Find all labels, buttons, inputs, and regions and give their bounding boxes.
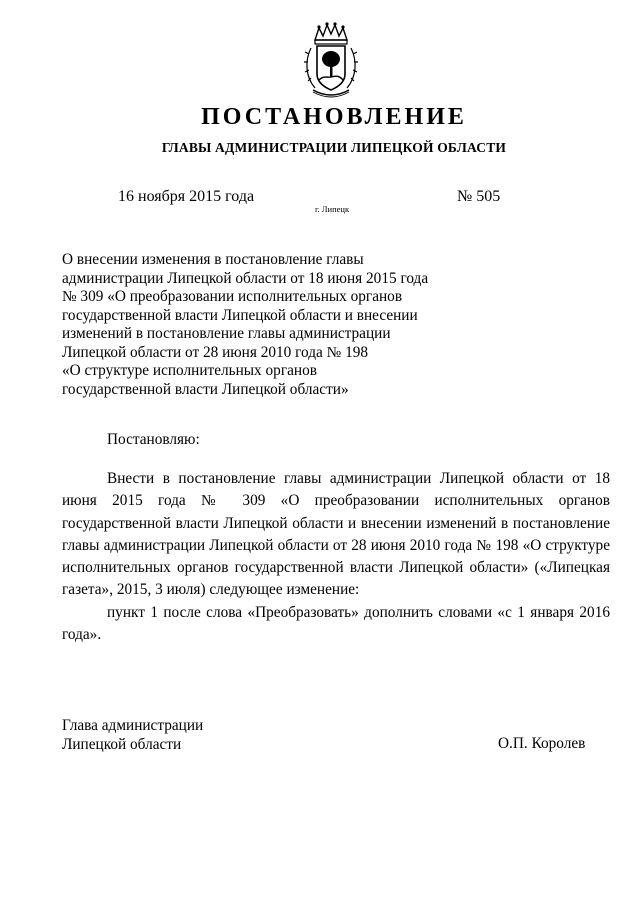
signatory-title-line: Глава администрации <box>62 717 204 734</box>
signatory-title <box>62 716 203 754</box>
document-subject <box>62 251 462 399</box>
document-number: № 505 <box>457 188 501 205</box>
subject-line: О внесении изменения в постановление главы <box>62 251 364 268</box>
subject-line: № 309 «О преобразовании исполнительных органов <box>62 288 403 305</box>
subject-line: государственной власти Липецкой области» <box>62 380 349 398</box>
signatory-title-line: Липецкой области <box>62 736 182 753</box>
body-paragraph: Внести в постановление главы администрации Липецкой области от 18 июня 2015 года № 309 «О преобразовании исполнительных органов государственной власти Липецкой области и внесении изменений в постановление главы администрации Липецкой области от 28 июня 2010 года № 198 «О структуре исполнительных органов государственной власти Липецкой области» («Липецкая газета», 2015, 3 июля) следующее изменение: <box>62 470 610 599</box>
subject-line: изменений в постановление главы администрации <box>62 325 391 342</box>
signatory-name: О.П. Королев <box>498 735 586 752</box>
document-title: ПОСТАНОВЛЕНИЕ <box>201 104 467 130</box>
subject-line: Липецкой области от 28 июня 2010 года № 198 <box>62 343 369 361</box>
subject-line: государственной власти Липецкой области и внесении <box>62 306 418 324</box>
decree-word: Постановляю: <box>107 431 200 448</box>
subject-line: администрации Липецкой области от 18 июня 2015 года <box>62 269 429 287</box>
subject-line: «О структуре исполнительных органов <box>62 362 317 379</box>
document-city: г. Липецк <box>315 204 350 214</box>
document-subtitle: ГЛАВЫ АДМИНИСТРАЦИИ ЛИПЕЦКОЙ ОБЛАСТИ <box>161 140 507 155</box>
body-paragraph: пункт 1 после слова «Преобразовать» дополнить словами «с 1 января 2016 года». <box>62 603 610 644</box>
coat-of-arms-icon <box>301 20 361 100</box>
document-date: 16 ноября 2015 года <box>118 188 255 205</box>
document-body <box>62 468 610 646</box>
